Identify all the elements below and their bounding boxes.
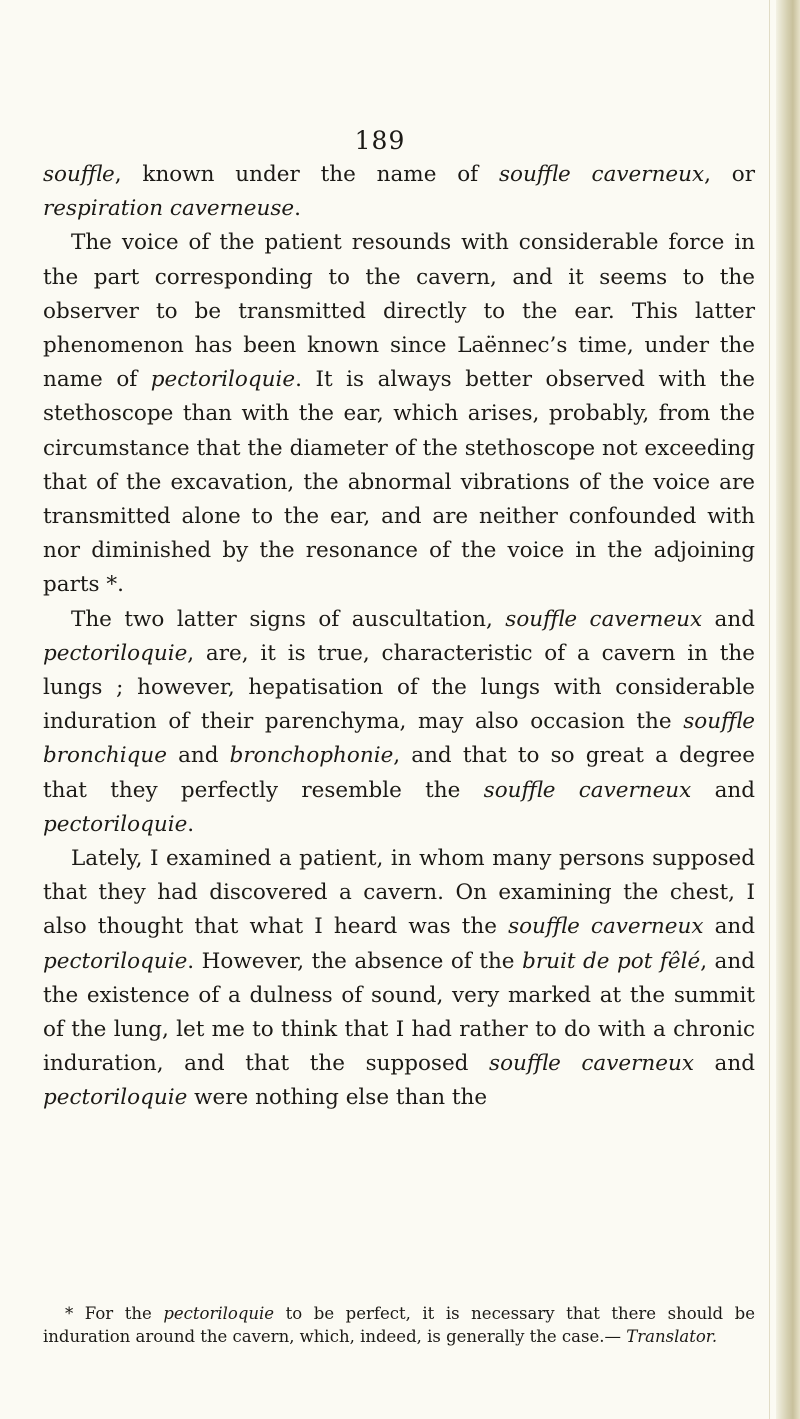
text-run: and [703, 914, 755, 940]
text-run: were nothing else than the [187, 1085, 488, 1111]
text-run: , or [704, 162, 755, 187]
text-run: Lately, I examined a patient, in whom many persons supposed that they had discovered a cavern. On examining the chest, I also thought that what I heard was the [43, 846, 755, 940]
text-run: , known under the name of [114, 162, 499, 187]
italic-term: pectoriloquie [43, 811, 188, 837]
italic-term: pectoriloquie [43, 640, 188, 666]
text-run: to be perfect, it is necessary that there should be induration around the cavern, which, indeed, is generally the case.— [43, 1304, 756, 1346]
text-run: The two latter signs of auscultation, [71, 606, 506, 632]
text-run: and [166, 743, 230, 769]
italic-term: souffle caverneux [505, 606, 703, 632]
footnote-marker: * For the [65, 1304, 164, 1323]
paragraph-auscultation-signs [43, 603, 755, 842]
text-run: and [702, 606, 755, 632]
italic-term: bruit de pot fêlé [522, 948, 701, 974]
text-run: . However, the absence of the [187, 948, 523, 974]
text-run: , are, it is true, characteristic of a cavern in the lungs ; however, hepatisation of the lungs with considerable induration of their parenchyma, may also occasion the [43, 640, 755, 735]
paragraph-continuation [43, 158, 755, 226]
text-run: , and the existence of a dulness of sound, very marked at the summit of the lung, let me to think that I had rather to do with a chronic induration, and that the supposed [43, 948, 755, 1077]
footnote [43, 1303, 755, 1348]
paragraph-case-report [43, 842, 755, 1116]
body-text [43, 158, 755, 1116]
page-binding-edge [776, 0, 800, 1419]
italic-term: pectoriloquie [150, 367, 296, 393]
italic-term: pectoriloquie [163, 1304, 275, 1323]
text-run: . [294, 196, 301, 222]
page-number: 189 [354, 126, 406, 155]
text-run: . [187, 811, 195, 837]
italic-term: pectoriloquie [43, 1085, 188, 1111]
italic-term: respiration caverneuse [43, 196, 295, 222]
text-run: . It is always better observed with the stethoscope than with the ear, which arises, probably, from the circumstance that the diameter of the stethoscope not exceeding that of the excavation, the abnormal vibrations of the voice are transmitted alone to the ear, and are neither confounded with nor diminished by the resonance of the voice in the adjoining parts *. [43, 367, 755, 598]
text-run: and [693, 1051, 755, 1077]
text-run: , and that to so great a degree that they perfectly resemble the [43, 743, 755, 803]
italic-term: souffle [43, 162, 115, 187]
italic-term: bronchophonie [229, 743, 394, 769]
italic-term: souffle caverneux [483, 777, 692, 803]
page-edge-line [769, 0, 770, 1419]
paragraph-pectoriloquie [43, 226, 755, 602]
italic-term: pectoriloquie [43, 948, 188, 974]
footnote-attribution: Translator. [626, 1326, 718, 1346]
italic-term: souffle caverneux [508, 914, 704, 940]
italic-term: souffle bronchique [43, 709, 755, 769]
text-run: The voice of the patient resounds with considerable force in the part corresponding to the cavern, and it seems to the observer to be transmitted directly to the ear. This latter phenomenon has been known since Laënnec’s time, under the name of [43, 230, 755, 393]
footnote-text [43, 1303, 755, 1348]
italic-term: souffle caverneux [489, 1051, 694, 1077]
italic-term: souffle caverneux [498, 162, 705, 187]
text-run: and [691, 777, 755, 803]
